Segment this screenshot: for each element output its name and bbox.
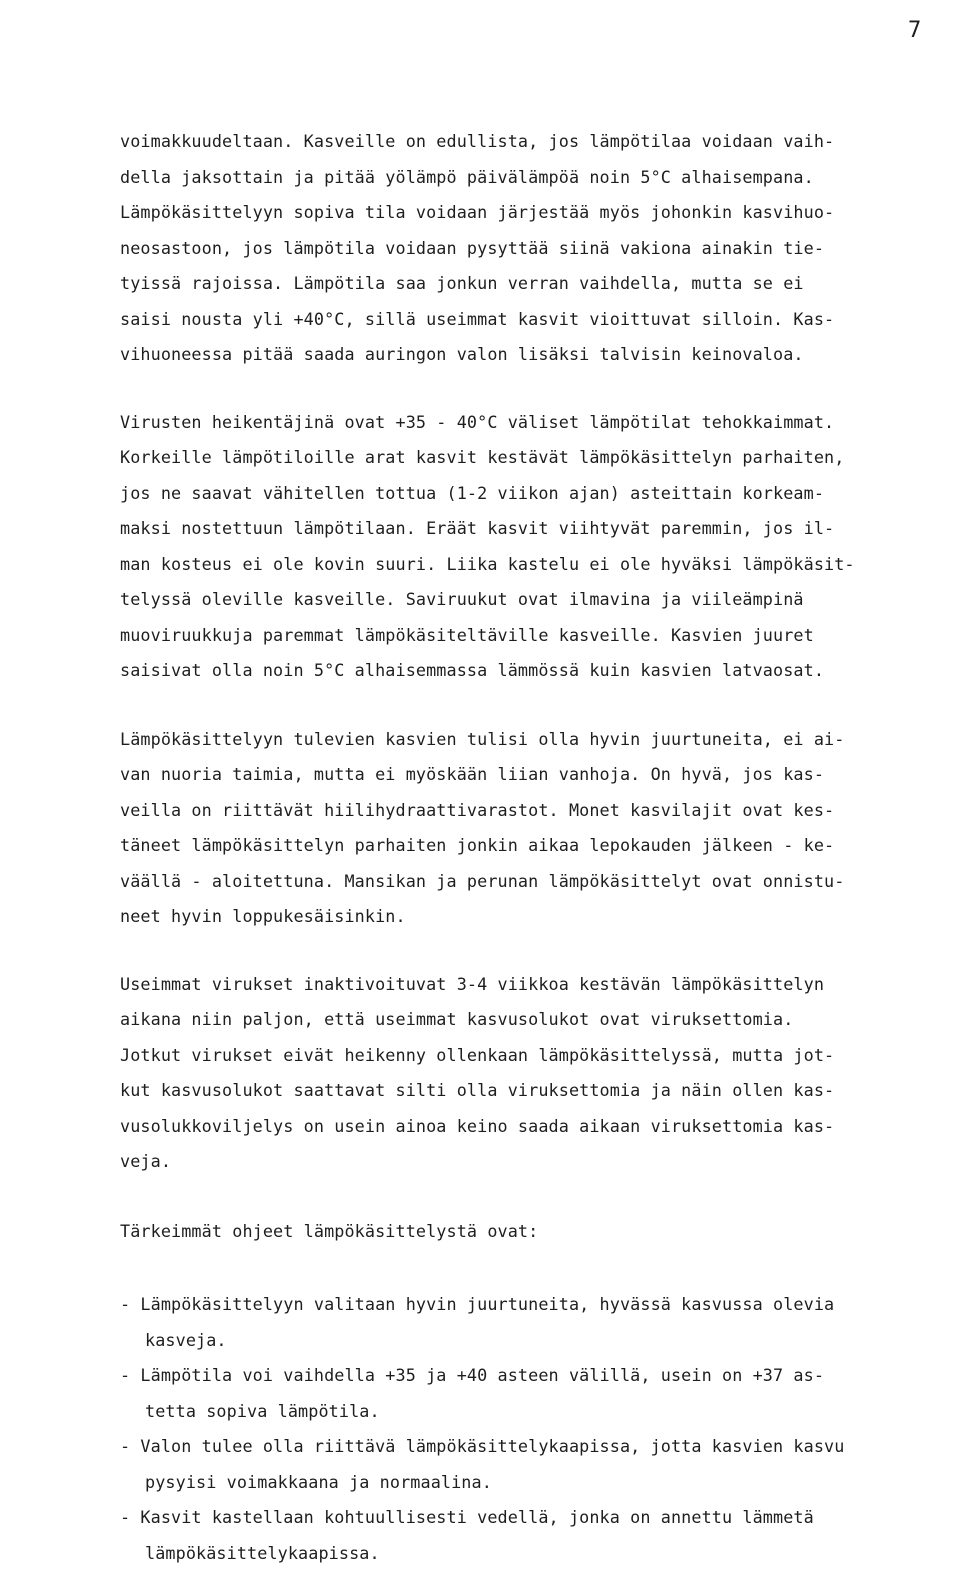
- text-line: - Lämpökäsittelyyn valitaan hyvin juurtuneita, hyvässä kasvussa olevia: [120, 1287, 940, 1323]
- text-line: kasveja.: [120, 1323, 940, 1359]
- text-line: väällä - aloitettuna. Mansikan ja perunan lämpökäsittelyt ovat onnistu-: [120, 864, 940, 900]
- list-item: [120, 1287, 940, 1358]
- text-line: kut kasvusolukot saattavat silti olla viruksettomia ja näin ollen kas-: [120, 1073, 940, 1109]
- text-line: telyssä oleville kasveille. Saviruukut ovat ilmavina ja viileämpinä: [120, 582, 940, 618]
- text-line: neet hyvin loppukesäisinkin.: [120, 899, 940, 935]
- paragraph-spacer: [120, 689, 940, 722]
- paragraph-virus-inactivation: [120, 967, 940, 1180]
- text-line: muoviruukkuja paremmat lämpökäsiteltäville kasveille. Kasvien juuret: [120, 618, 940, 654]
- text-line: van nuoria taimia, mutta ei myöskään liian vanhoja. On hyvä, jos kas-: [120, 757, 940, 793]
- paragraph-virus-weakening-temperatures: [120, 405, 940, 689]
- text-line: veja.: [120, 1144, 940, 1180]
- paragraph-spacer: [120, 935, 940, 967]
- paragraph-plant-selection: [120, 722, 940, 935]
- text-line: jos ne saavat vähitellen tottua (1-2 viikon ajan) asteittain korkeam-: [120, 476, 940, 512]
- text-line: - Valon tulee olla riittävä lämpökäsittelykaapissa, jotta kasvien kasvu: [120, 1429, 940, 1465]
- text-line: neosastoon, jos lämpötila voidaan pysyttää siinä vakiona ainakin tie-: [120, 231, 940, 267]
- text-line: Useimmat virukset inaktivoituvat 3-4 viikkoa kestävän lämpökäsittelyn: [120, 967, 940, 1003]
- text-line: saisivat olla noin 5°C alhaisemmassa lämmössä kuin kasvien latvaosat.: [120, 653, 940, 689]
- paragraph-heat-treatment-conditions: [120, 124, 940, 373]
- list-item: [120, 1500, 940, 1571]
- list-item: [120, 1358, 940, 1429]
- text-line: maksi nostettuun lämpötilaan. Eräät kasvit viihtyvät paremmin, jos il-: [120, 511, 940, 547]
- text-line: man kosteus ei ole kovin suuri. Liika kastelu ei ole hyväksi lämpökäsit-: [120, 547, 940, 583]
- paragraph-spacer: [120, 373, 940, 405]
- text-line: Lämpökäsittelyyn tulevien kasvien tulisi olla hyvin juurtuneita, ei ai-: [120, 722, 940, 758]
- text-line: della jaksottain ja pitää yölämpö päivälämpöä noin 5°C alhaisempana.: [120, 160, 940, 196]
- document-body: [120, 124, 940, 1571]
- text-line: täneet lämpökäsittelyn parhaiten jonkin aikaa lepokauden jälkeen - ke-: [120, 828, 940, 864]
- text-line: aikana niin paljon, että useimmat kasvusolukot ovat viruksettomia.: [120, 1002, 940, 1038]
- page-number: 7: [908, 18, 921, 43]
- text-line: Tärkeimmät ohjeet lämpökäsittelystä ovat:: [120, 1214, 940, 1250]
- text-line: tetta sopiva lämpötila.: [120, 1394, 940, 1430]
- text-line: Lämpökäsittelyyn sopiva tila voidaan järjestää myös johonkin kasvihuo-: [120, 195, 940, 231]
- text-line: veilla on riittävät hiilihydraattivarastot. Monet kasvilajit ovat kes-: [120, 793, 940, 829]
- text-line: - Kasvit kastellaan kohtuullisesti vedellä, jonka on annettu lämmetä: [120, 1500, 940, 1536]
- text-line: Korkeille lämpötiloille arat kasvit kestävät lämpökäsittelyn parhaiten,: [120, 440, 940, 476]
- text-line: Virusten heikentäjinä ovat +35 - 40°C väliset lämpötilat tehokkaimmat.: [120, 405, 940, 441]
- text-line: - Lämpötila voi vaihdella +35 ja +40 asteen välillä, usein on +37 as-: [120, 1358, 940, 1394]
- list-heading: [120, 1214, 940, 1250]
- text-line: Jotkut virukset eivät heikenny ollenkaan lämpökäsittelyssä, mutta jot-: [120, 1038, 940, 1074]
- text-line: lämpökäsittelykaapissa.: [120, 1536, 940, 1571]
- list-item: [120, 1429, 940, 1500]
- text-line: tyissä rajoissa. Lämpötila saa jonkun verran vaihdella, mutta se ei: [120, 266, 940, 302]
- text-line: voimakkuudeltaan. Kasveille on edullista, jos lämpötilaa voidaan vaih-: [120, 124, 940, 160]
- text-line: vihuoneessa pitää saada auringon valon lisäksi talvisin keinovaloa.: [120, 337, 940, 373]
- text-line: vusolukkoviljelys on usein ainoa keino saada aikaan viruksettomia kas-: [120, 1109, 940, 1145]
- text-line: pysyisi voimakkaana ja normaalina.: [120, 1465, 940, 1501]
- text-line: saisi nousta yli +40°C, sillä useimmat kasvit vioittuvat silloin. Kas-: [120, 302, 940, 338]
- paragraph-spacer: [120, 1180, 940, 1214]
- instructions-list: [120, 1287, 940, 1571]
- paragraph-spacer: [120, 1249, 940, 1287]
